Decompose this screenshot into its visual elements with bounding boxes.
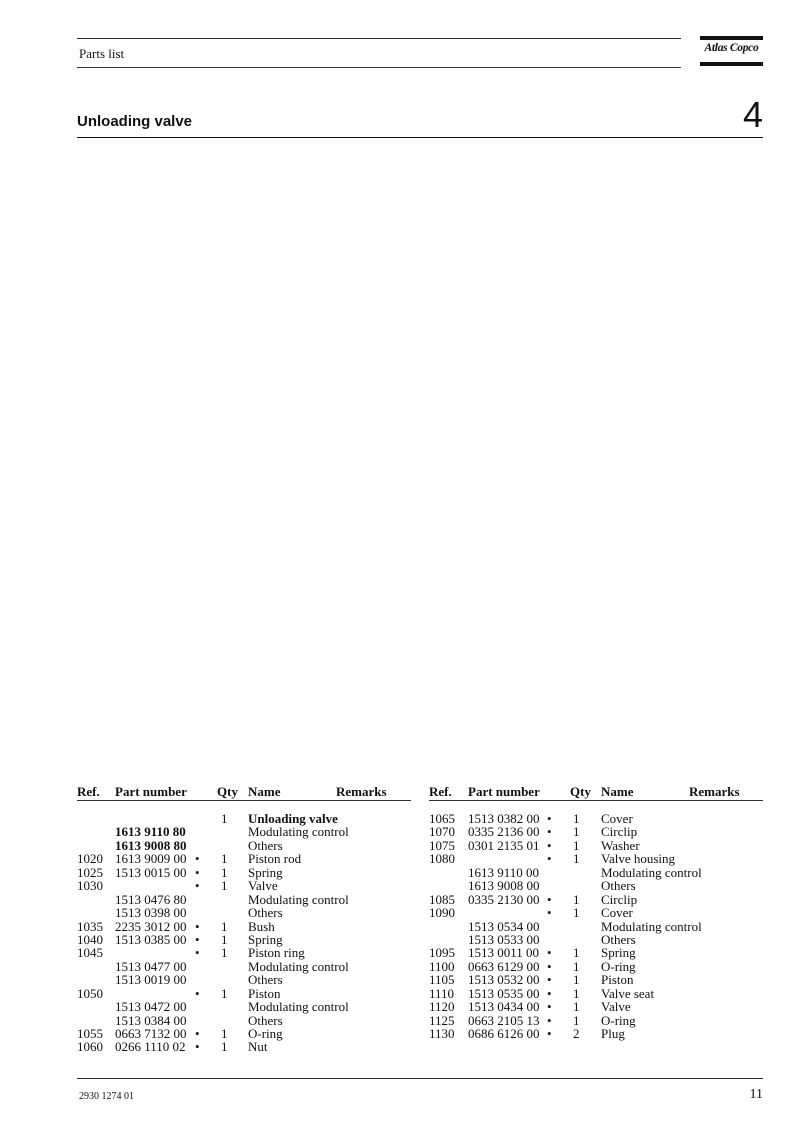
table-row [429, 906, 763, 919]
name-cell: Valve [248, 878, 278, 894]
table-row [77, 946, 411, 959]
bullet-marker: • [547, 1012, 552, 1028]
part-number-cell: 0335 2136 00 [468, 824, 540, 840]
column-header-remarks: Remarks [689, 784, 740, 799]
part-number-cell: 1513 0015 00 [115, 864, 187, 880]
bullet-marker: • [195, 931, 200, 947]
table-row [429, 973, 763, 986]
ref-cell: 1050 [77, 985, 103, 1001]
part-number-cell: 0301 2135 01 [468, 837, 540, 853]
table-row [77, 879, 411, 892]
table-row [77, 825, 411, 838]
name-cell: Circlip [601, 824, 638, 840]
ref-cell: 1095 [429, 945, 455, 961]
header-rule-top [77, 38, 681, 39]
name-cell: Spring [601, 945, 636, 961]
ref-cell: 1035 [77, 918, 103, 934]
table-row [77, 1040, 411, 1053]
table-row [429, 825, 763, 838]
table-row [429, 1027, 763, 1040]
ref-cell: 1120 [429, 999, 455, 1015]
part-number-cell: 1513 0434 00 [468, 999, 540, 1015]
table-row [77, 812, 411, 825]
bullet-marker: • [547, 891, 552, 907]
chapter-number: 4 [742, 94, 763, 135]
bullet-marker: • [195, 864, 200, 880]
name-cell: Spring [248, 864, 283, 880]
qty-cell: 1 [221, 878, 228, 894]
ref-cell: 1080 [429, 851, 455, 867]
footer-rule [77, 1078, 763, 1079]
part-number-cell: 1513 0534 00 [468, 918, 540, 934]
name-cell: Modulating control [248, 824, 349, 840]
name-cell: Spring [248, 931, 283, 947]
name-cell: Valve housing [601, 851, 676, 867]
part-number-cell: 1513 0472 00 [115, 999, 187, 1015]
name-cell: Others [248, 1012, 283, 1028]
ref-cell: 1065 [429, 811, 455, 826]
column-header-name: Name [248, 784, 281, 799]
name-cell: Bush [248, 918, 275, 934]
part-number-cell: 1613 9110 00 [468, 864, 540, 880]
table-row [429, 946, 763, 959]
logo-text: Atlas Copco [704, 42, 759, 54]
qty-cell: 1 [573, 837, 580, 853]
table-row [77, 960, 411, 973]
ref-cell: 1040 [77, 931, 103, 947]
table-row [429, 839, 763, 852]
table-row [429, 1000, 763, 1013]
table-row [429, 866, 763, 879]
column-header-qty: Qty [217, 784, 238, 799]
table-row [77, 987, 411, 1000]
table-row [77, 933, 411, 946]
bullet-marker: • [547, 851, 552, 867]
table-row [429, 879, 763, 892]
ref-cell: 1045 [77, 945, 103, 961]
ref-cell: 1020 [77, 851, 103, 867]
logo-bar-bottom [700, 62, 763, 66]
name-cell: Washer [601, 837, 640, 853]
bullet-marker: • [195, 945, 200, 961]
part-number-cell: 2235 3012 00 [115, 918, 187, 934]
name-cell: Piston [248, 985, 281, 1001]
bullet-marker: • [195, 985, 200, 1001]
name-cell: Valve seat [601, 985, 655, 1001]
bullet-marker: • [547, 958, 552, 974]
qty-cell: 1 [573, 891, 580, 907]
brand-logo [700, 36, 763, 67]
name-cell: Others [248, 905, 283, 921]
part-number-cell: 0335 2130 00 [468, 891, 540, 907]
table-row [429, 987, 763, 1000]
name-cell: Piston ring [248, 945, 305, 961]
bullet-marker: • [547, 999, 552, 1015]
part-number-cell: 1513 0384 00 [115, 1012, 187, 1028]
document-number: 2930 1274 01 [79, 1091, 134, 1102]
name-cell: Cover [601, 811, 633, 826]
header-label: Parts list [79, 46, 125, 61]
name-cell: Others [248, 972, 283, 988]
part-number-cell: 1513 0535 00 [468, 985, 540, 1001]
ref-cell: 1110 [429, 985, 455, 1001]
qty-cell: 1 [221, 1026, 228, 1041]
bullet-marker: • [547, 1026, 552, 1041]
part-number-cell: 0663 2105 13 [468, 1012, 540, 1028]
part-number-cell: 1513 0385 00 [115, 931, 187, 947]
qty-cell: 1 [573, 1012, 580, 1028]
header-rule-bottom [77, 67, 681, 68]
name-cell: O-ring [601, 958, 636, 974]
part-number-cell: 0686 6126 00 [468, 1026, 540, 1041]
bullet-marker: • [195, 1026, 200, 1041]
part-number-cell: 1613 9009 00 [115, 851, 187, 867]
name-cell: O-ring [248, 1026, 283, 1041]
name-cell: Modulating control [248, 891, 349, 907]
parts-table-left [77, 784, 411, 1054]
ref-cell: 1070 [429, 824, 455, 840]
name-cell: Cover [601, 905, 633, 921]
table-row [77, 893, 411, 906]
table-row [429, 1014, 763, 1027]
name-cell: Modulating control [601, 918, 702, 934]
part-number-cell: 1613 9008 80 [115, 837, 187, 853]
column-header-part-number: Part number [468, 784, 540, 799]
ref-cell: 1075 [429, 837, 455, 853]
table-row [77, 1027, 411, 1040]
bullet-marker: • [195, 878, 200, 894]
column-header-qty: Qty [570, 784, 591, 799]
qty-cell: 1 [221, 931, 228, 947]
table-header [429, 784, 763, 801]
qty-cell: 2 [573, 1026, 580, 1041]
name-cell: Others [601, 878, 636, 894]
part-number-cell: 1513 0476 80 [115, 891, 187, 907]
name-cell: O-ring [601, 1012, 636, 1028]
qty-cell: 1 [573, 985, 580, 1001]
part-number-cell: 1513 0382 00 [468, 811, 540, 826]
column-header-ref: Ref. [77, 784, 100, 799]
qty-cell: 1 [221, 851, 228, 867]
table-row [429, 920, 763, 933]
part-number-cell: 1513 0019 00 [115, 972, 187, 988]
table-body [77, 812, 411, 1054]
part-number-cell: 0663 6129 00 [468, 958, 540, 974]
qty-cell: 1 [221, 811, 228, 826]
name-cell: Piston rod [248, 851, 302, 867]
name-cell: Nut [248, 1039, 268, 1055]
column-header-ref: Ref. [429, 784, 452, 799]
table-row [77, 852, 411, 865]
title-rule [77, 137, 763, 138]
name-cell: Modulating control [248, 958, 349, 974]
table-row [77, 839, 411, 852]
qty-cell: 1 [221, 945, 228, 961]
ref-cell: 1085 [429, 891, 455, 907]
qty-cell: 1 [221, 1039, 228, 1055]
page-number: 11 [749, 1087, 763, 1102]
bullet-marker: • [547, 972, 552, 988]
bullet-marker: • [195, 1039, 200, 1055]
name-cell: Unloading valve [248, 811, 338, 826]
table-row [429, 812, 763, 825]
name-cell: Plug [601, 1026, 625, 1041]
bullet-marker: • [195, 851, 200, 867]
part-number-cell: 0663 7132 00 [115, 1026, 187, 1041]
table-row [77, 906, 411, 919]
table-row [429, 852, 763, 865]
table-body [429, 812, 763, 1040]
bullet-marker: • [547, 837, 552, 853]
part-number-cell: 1513 0011 00 [468, 945, 540, 961]
name-cell: Modulating control [248, 999, 349, 1015]
part-number-cell: 1513 0477 00 [115, 958, 187, 974]
qty-cell: 1 [573, 945, 580, 961]
part-number-cell: 1613 9110 80 [115, 824, 186, 840]
name-cell: Modulating control [601, 864, 702, 880]
column-header-part-number: Part number [115, 784, 187, 799]
table-row [77, 1014, 411, 1027]
table-row [77, 973, 411, 986]
table-row [429, 893, 763, 906]
part-number-cell: 1513 0398 00 [115, 905, 187, 921]
table-header [77, 784, 411, 801]
name-cell: Others [248, 837, 283, 853]
table-row [77, 866, 411, 879]
ref-cell: 1105 [429, 972, 455, 988]
qty-cell: 1 [573, 958, 580, 974]
column-header-remarks: Remarks [336, 784, 387, 799]
column-header-name: Name [601, 784, 634, 799]
part-number-cell: 1513 0532 00 [468, 972, 540, 988]
qty-cell: 1 [573, 905, 580, 921]
table-row [77, 920, 411, 933]
part-number-cell: 1513 0533 00 [468, 931, 540, 947]
part-number-cell: 1613 9008 00 [468, 878, 540, 894]
name-cell: Circlip [601, 891, 638, 907]
logo-bar-top [700, 36, 763, 40]
ref-cell: 1100 [429, 958, 455, 974]
bullet-marker: • [547, 824, 552, 840]
page-title: Unloading valve [77, 113, 193, 130]
bullet-marker: • [547, 945, 552, 961]
part-number-cell: 0266 1110 02 [115, 1039, 186, 1055]
table-row [429, 960, 763, 973]
ref-cell: 1130 [429, 1026, 455, 1041]
ref-cell: 1055 [77, 1026, 103, 1041]
qty-cell: 1 [573, 851, 580, 867]
ref-cell: 1060 [77, 1039, 103, 1055]
qty-cell: 1 [573, 999, 580, 1015]
qty-cell: 1 [221, 985, 228, 1001]
ref-cell: 1125 [429, 1012, 455, 1028]
ref-cell: 1030 [77, 878, 103, 894]
table-row [429, 933, 763, 946]
name-cell: Valve [601, 999, 631, 1015]
qty-cell: 1 [221, 918, 228, 934]
bullet-marker: • [547, 905, 552, 921]
bullet-marker: • [195, 918, 200, 934]
bullet-marker: • [547, 811, 552, 826]
bullet-marker: • [547, 985, 552, 1001]
qty-cell: 1 [221, 864, 228, 880]
ref-cell: 1090 [429, 905, 455, 921]
ref-cell: 1025 [77, 864, 103, 880]
name-cell: Piston [601, 972, 634, 988]
table-row [77, 1000, 411, 1013]
parts-table-right [429, 784, 763, 1040]
qty-cell: 1 [573, 824, 580, 840]
qty-cell: 1 [573, 811, 580, 826]
name-cell: Others [601, 931, 636, 947]
qty-cell: 1 [573, 972, 580, 988]
